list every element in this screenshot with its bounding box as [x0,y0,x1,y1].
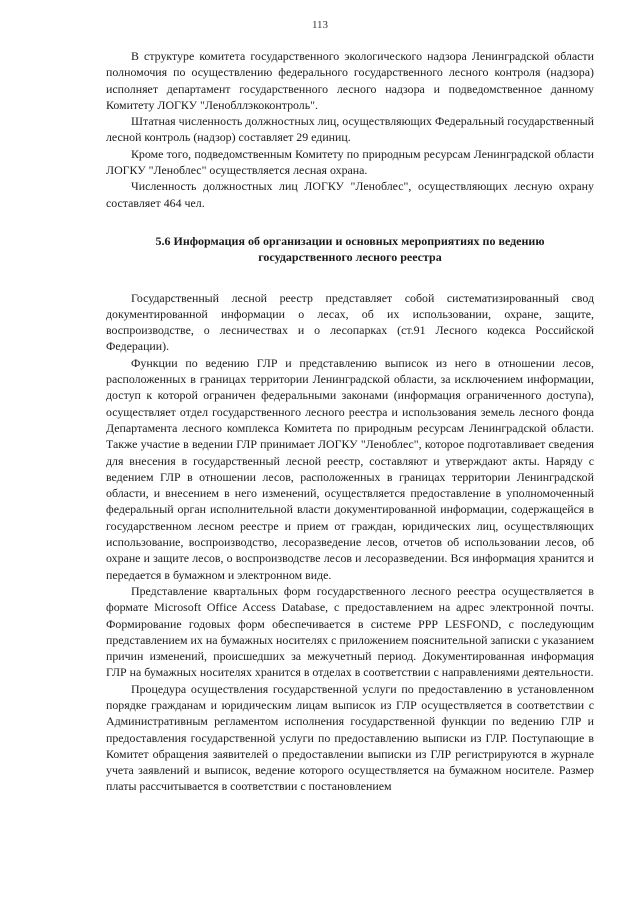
document-body [106,48,594,795]
intro-paragraph-4: Численность должностных лиц ЛОГКУ "Леноблес", осуществляющих лесную охрану составляет 464 чел. [106,179,594,210]
section-paragraph-3: Представление квартальных форм государственного лесного реестра осуществляется в формате Microsoft Office Access Database, с предоставлением на адрес электронной почты. Формирование годовых форм обеспечивается в системе PPP LESFOND, с последующим представлением их на бумажных носителях с приложением пояснительной записки с указанием причин изменений, происшедших за межучетный период. Документированная информация ГЛР на бумажных носителях хранится в отделах в соответствии с направлениями деятельности. [106,583,594,680]
intro-paragraph-3: Кроме того, подведомственным Комитету по природным ресурсам Ленинградской области ЛОГКУ "Леноблес" осуществляется лесная охрана. [106,146,594,178]
section-heading: 5.6 Информация об организации и основных мероприятиях по ведению государственного лесного реестра [155,233,545,265]
page-number: 113 [311,19,329,31]
intro-paragraph-2: Штатная численность должностных лиц, осуществляющих Федеральный государственный лесной контроль (надзор) составляет 29 единиц. [106,114,594,145]
section-paragraph-1: Государственный лесной реестр представляет собой систематизированный свод документированной информации о лесах, об их использовании, охране, защите, воспроизводстве, о лесничествах и о лесопарках (ст.91 Лесного кодекса Российской Федерации). [106,290,594,354]
section-paragraph-2: Функции по ведению ГЛР и представлению выписок из него в отношении лесов, расположенных в границах территории Ленинградской области, за исключением информации, доступ к которой ограничен федеральными законами (информация ограниченного доступа), осуществляет отдел государственного лесного реестра и использования земель лесного фонда Департамента лесного комплекса Комитета по природным ресурсам Ленинградской области. Также участие в ведении ГЛР принимает ЛОГКУ "Леноблес", которое подготавливает сведения для внесения в государственный лесной реестр, составляют и утверждают акты. Наряду с ведением ГЛР в отношении лесов, расположенных в границах территории Ленинградской области, и внесением в него изменений, осуществляется предоставление в уполномоченный федеральный орган исполнительной власти документированной информации, содержащейся в государственном лесном реестре и прием от граждан, юридических лиц, осуществляющих использование, воспроизводство, лесоразведение лесов, отчетов об использовании лесов, об охране и защите лесов, о воспроизводстве лесов и лесоразведении. Вся информация хранится и передается в бумажном и электронном виде. [106,355,594,582]
intro-paragraph-1: В структуре комитета государственного экологического надзора Ленинградской области полномочия по осуществлению федерального государственного лесного контроля (надзора) исполняет департамент государственного лесного надзора и подведомственное данному Комитету ЛОГКУ "Ленобллэкоконтроль". [106,49,594,112]
section-paragraph-4: Процедура осуществления государственной услуги по предоставлению в установленном порядке гражданам и юридическим лицам выписок из ГЛР осуществляется в соответствии с Административным регламентом исполнения государственной функции по ведению ГЛР и предоставления государственной услуги по предоставлению выписки из ГЛР. Поступающие в Комитет обращения заявителей о предоставлении выписки из ГЛР регистрируются в журнале учета заявлений и выписок, ведение которого осуществляется на бумажном носителе. Размер платы рассчитывается в соответствии с постановлением [106,681,594,794]
